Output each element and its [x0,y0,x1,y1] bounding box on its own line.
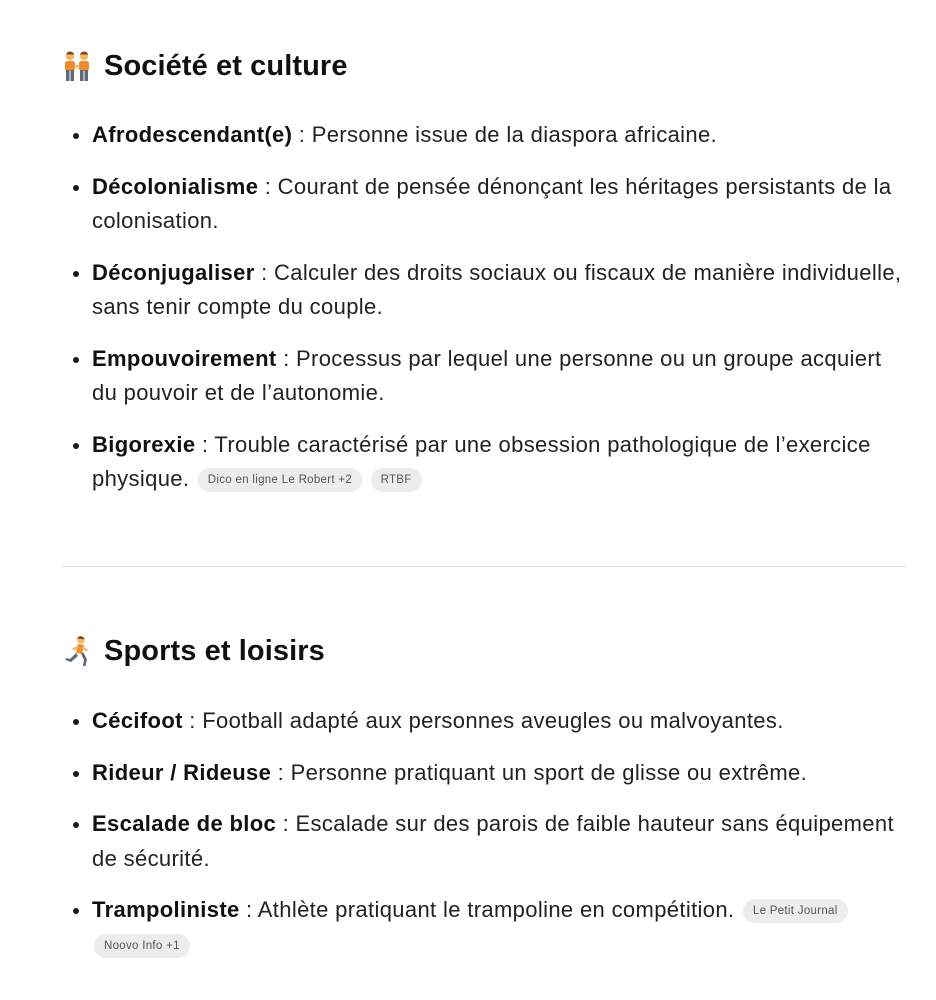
section-title [62,633,912,669]
term: Trampoliniste [92,897,240,922]
people-holding-hands-icon [62,50,94,82]
term: Afrodescendant(e) [92,122,293,147]
term-list [62,118,912,497]
list-item [62,807,912,876]
section-title [62,48,912,84]
list-item [62,342,912,411]
term: Déconjugaliser [92,259,255,285]
list-item [62,756,912,791]
definition: : Courant de pensée dénonçant les héritages persistants de la colonisation. [92,173,892,233]
list-item [62,704,912,739]
section-sports-loisirs [62,633,912,979]
definition: : Personne issue de la diaspora africaine. [292,122,718,147]
definition: : Escalade sur des parois de faible hauteur sans équipement de sécurité. [92,811,894,871]
term: Décolonialisme [92,173,259,199]
section-divider [62,566,906,567]
list-item [62,428,912,497]
list-item [62,256,912,325]
source-chip[interactable]: Dico en ligne Le Robert +2 [198,468,362,492]
term: Escalade de bloc [92,811,277,836]
source-chip[interactable]: RTBF [371,468,422,492]
definition: : Athlète pratiquant le trampoline en compétition. [239,897,735,922]
definition: : Personne pratiquant un sport de glisse ou extrême. [271,759,808,785]
list-item [62,893,912,962]
definition: : Processus par lequel une personne ou un groupe acquiert du pouvoir et de l’autonomie. [92,345,882,405]
list-item [62,118,912,153]
source-chip[interactable]: Noovo Info +1 [94,934,190,958]
section-title-text: Sports et loisirs [104,635,325,667]
definition: : Calculer des droits sociaux ou fiscaux de manière individuelle, sans tenir compte du couple. [92,259,902,319]
term: Empouvoirement [92,345,277,371]
section-societe-culture [62,48,912,514]
definition: : Football adapté aux personnes aveugles ou malvoyantes. [182,708,784,733]
term-list [62,704,912,962]
definition: : Trouble caractérisé par une obsession pathologique de l’exercice physique. [92,431,871,491]
section-title-text: Société et culture [104,50,348,82]
list-item [62,170,912,239]
source-chip[interactable]: Le Petit Journal [743,899,848,923]
term: Rideur / Rideuse [92,759,272,785]
term: Bigorexie [92,431,196,457]
person-running-icon [62,635,94,667]
term: Cécifoot [92,708,183,733]
